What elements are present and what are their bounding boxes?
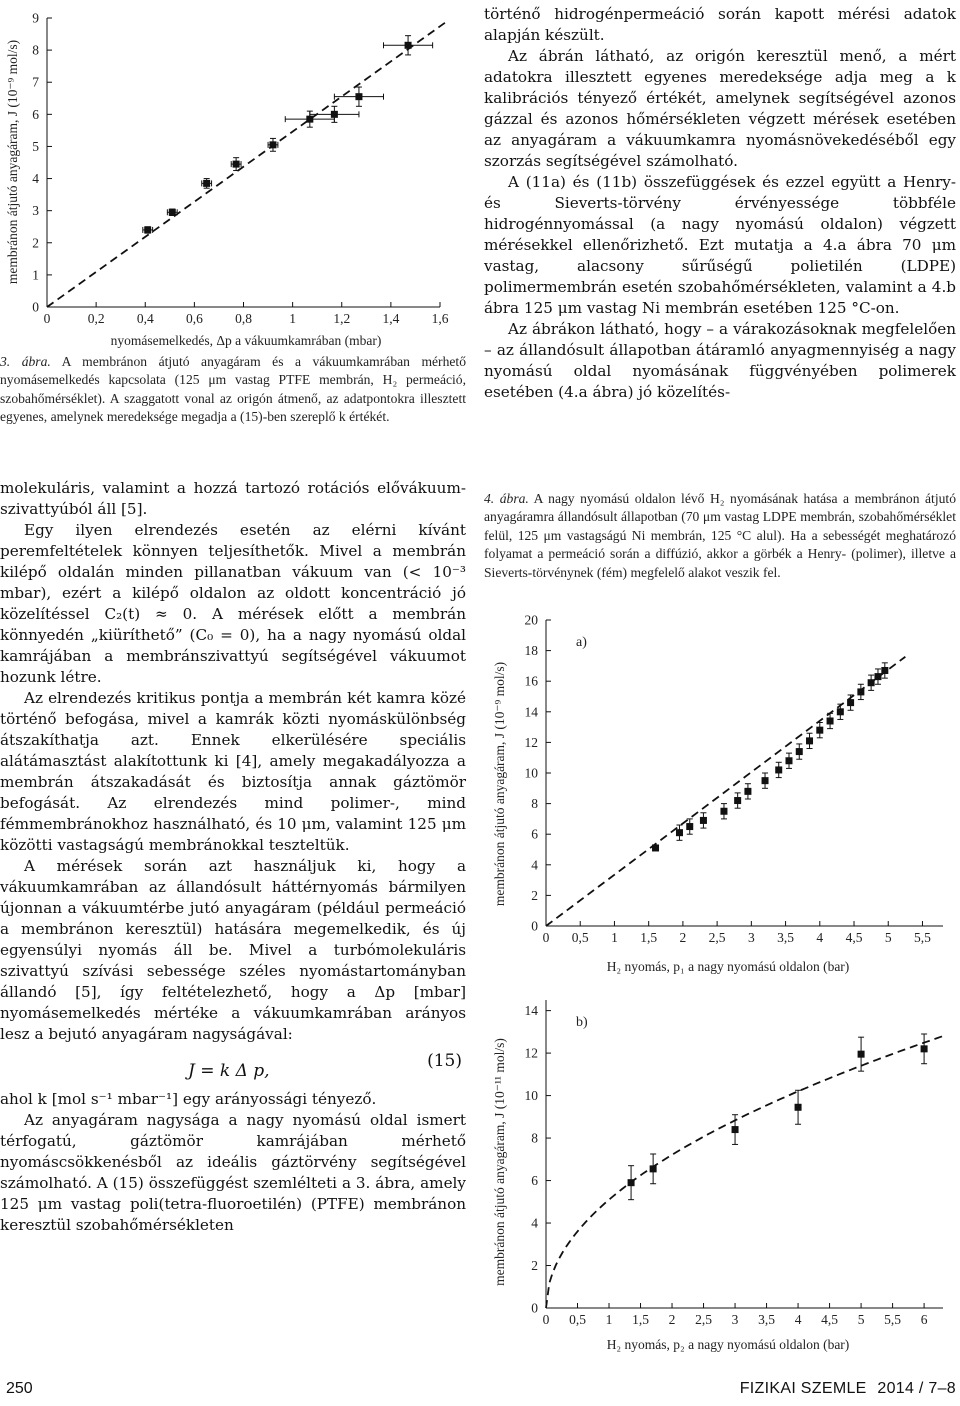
fig4a-y-tick-label: 4 bbox=[531, 857, 538, 873]
fig4a-y-tick-label: 18 bbox=[524, 643, 538, 659]
left-paragraph-1: molekuláris, valamint a hozzá tartozó rotációs elővákuum-szivattyúból áll [5]. bbox=[0, 479, 466, 518]
fig4b-y-tick-label: 12 bbox=[524, 1045, 538, 1061]
fig4a-data-point bbox=[847, 699, 854, 706]
fig3-y-tick-label: 5 bbox=[32, 138, 39, 154]
fig4a-y-tick-label: 8 bbox=[531, 796, 538, 812]
fig3-x-tick-label: 1,2 bbox=[333, 311, 351, 326]
fig4b-y-tick-label: 10 bbox=[524, 1088, 538, 1104]
fig4a-data-point bbox=[720, 808, 727, 815]
fig4a-data-point bbox=[734, 797, 741, 804]
fig3-data-point bbox=[169, 209, 176, 216]
fig4a-y-tick-label: 14 bbox=[524, 704, 538, 720]
fig4a-y-tick-label: 10 bbox=[524, 765, 538, 781]
fig3-data-point bbox=[233, 161, 240, 168]
fig3-data-point bbox=[144, 226, 151, 233]
fig4b-x-tick-label: 2,5 bbox=[695, 1312, 712, 1327]
right-paragraph-4: Az ábrákon látható, hogy – a várakozásoknak megfelelően – az állandósult állapotban átáramló anyagmennyiség a nagy nyomású oldal nyomásának függvényében polimerek esetében (4.a ábra) jó közelítés- bbox=[484, 320, 956, 401]
figure-3-chart bbox=[0, 0, 470, 352]
fig4a-data-point bbox=[686, 823, 693, 830]
fig4a-data-point bbox=[676, 829, 683, 836]
fig3-y-tick-label: 4 bbox=[32, 171, 39, 187]
fig3-x-tick-label: 1 bbox=[289, 311, 296, 326]
fig4a-data-point bbox=[700, 817, 707, 824]
fig4b-data-point bbox=[732, 1126, 739, 1133]
fig4b-y-tick-label: 14 bbox=[524, 1003, 538, 1019]
page-footer bbox=[0, 1380, 960, 1404]
fig3-y-tick-label: 0 bbox=[32, 299, 39, 315]
fig3-y-tick-label: 3 bbox=[32, 203, 39, 219]
fig4a-x-tick-label: 4,5 bbox=[845, 930, 863, 945]
fig4a-y-tick-label: 2 bbox=[531, 887, 538, 903]
fig3-caption-text: A membránon átjutó anyagáram és a vákuumkamrában mérhető nyomásemelkedés kapcsolata (125 μm vastag PTFE membrán, H₂ permeáció, szobahőmérséklet). A szaggatott vonal az origón átmenő, az adatpontokra illesztett egyenes, amelynek meredeksége megadja a (15)-ben szereplő k értékét. bbox=[0, 354, 466, 425]
fig4a-xlabel: H₂ nyomás, p₁ a nagy nyomású oldalon (bar) bbox=[606, 959, 850, 974]
equation-15 bbox=[0, 1045, 466, 1089]
fig3-data-point bbox=[269, 141, 276, 148]
fig3-y-tick-label: 1 bbox=[32, 267, 39, 283]
right-body-text bbox=[484, 4, 956, 403]
fig4b-y-tick-label: 6 bbox=[531, 1173, 538, 1189]
fig4a-fit-line bbox=[546, 657, 905, 926]
left-paragraph-4: A mérések során azt használjuk ki, hogy a vákuumkamrában az állandósult háttérnyomás bármilyen újonnan a vákuumtérbe jutó anyagáram (például permeáció a membránon keresztül) hatására megemelkedik, és új egyensúlyi nyomás áll be. Mivel a turbómolekuláris szivattyú szívási sebessége széles nyomástartományban állandó [5], így feltételezhető, hogy a Δp [mbar] nyomásemelkedés mértéke a vákuumkamrában arányos lesz a bejutó anyagáram nagyságával: bbox=[0, 857, 466, 1043]
fig3-fit-line bbox=[47, 23, 445, 307]
fig4b-y-tick-label: 8 bbox=[531, 1130, 538, 1146]
fig4a-x-tick-label: 0,5 bbox=[571, 930, 589, 945]
left-column bbox=[0, 0, 470, 1380]
fig4b-fit-curve bbox=[546, 1036, 943, 1308]
fig4b-data-point bbox=[650, 1165, 657, 1172]
fig4b-x-tick-label: 5 bbox=[857, 1312, 865, 1327]
fig4b-x-tick-label: 1,5 bbox=[632, 1312, 649, 1327]
left-paragraph-2: Egy ilyen elrendezés esetén az elérni kívánt peremfeltételek könnyen teljesíthetők. Mivel a membrán kilépő oldalán minden pillanatban vákuum van (< 10⁻³ mbar), ezért a kilépő oldalon az oldott koncentráció jó közelítéssel C₂(t) ≈ 0. A mérések előtt a membrán könnyedén „kiüríthető” (C₀ = 0), ha a nagy nyomású oldal kamrájában a membránszivattyú segítségével vákuumot hozunk létre. bbox=[0, 521, 466, 686]
fig4a-data-point bbox=[652, 844, 659, 851]
left-paragraph-5: ahol k [mol s⁻¹ mbar⁻¹] egy arányossági tényező. bbox=[0, 1090, 377, 1108]
fig3-y-tick-label: 2 bbox=[32, 235, 39, 251]
fig3-x-tick-label: 0,2 bbox=[87, 311, 105, 326]
page-number: 250 bbox=[6, 1380, 33, 1397]
figure-4b-chart bbox=[484, 982, 960, 1358]
fig4a-x-tick-label: 5,5 bbox=[914, 930, 931, 945]
fig4a-data-point bbox=[874, 673, 881, 680]
equation-number: (15) bbox=[427, 1051, 462, 1071]
fig4b-x-tick-label: 4 bbox=[794, 1312, 802, 1327]
journal-issue: 2014 / 7–8 bbox=[877, 1380, 956, 1397]
fig4b-x-tick-label: 1 bbox=[605, 1312, 613, 1327]
fig4b-x-tick-label: 3 bbox=[731, 1312, 739, 1327]
fig3-data-point bbox=[203, 180, 210, 187]
fig4b-x-tick-label: 4,5 bbox=[821, 1312, 839, 1327]
fig3-x-tick-label: 1,4 bbox=[382, 311, 400, 326]
fig4b-x-tick-label: 5,5 bbox=[884, 1312, 902, 1327]
fig4a-y-tick-label: 6 bbox=[531, 826, 538, 842]
fig3-xlabel: nyomásemelkedés, Δp a vákuumkamrában (mbar) bbox=[110, 333, 382, 348]
fig4b-x-tick-label: 0 bbox=[542, 1312, 550, 1327]
fig3-x-tick-label: 0,8 bbox=[235, 311, 252, 326]
fig4a-x-tick-label: 1 bbox=[611, 930, 618, 945]
fig4a-data-point bbox=[785, 757, 792, 764]
fig4a-data-point bbox=[881, 667, 888, 674]
fig3-x-tick-label: 0 bbox=[43, 311, 51, 326]
fig4b-x-tick-label: 0,5 bbox=[569, 1312, 586, 1327]
fig3-ylabel: membránon átjutó anyagáram, J (10⁻⁹ mol/s) bbox=[5, 39, 20, 285]
fig4a-data-point bbox=[868, 679, 875, 686]
fig4a-x-tick-label: 2 bbox=[679, 930, 687, 945]
left-body-text bbox=[0, 478, 466, 1236]
fig4b-y-tick-label: 4 bbox=[531, 1215, 538, 1231]
fig4a-data-point bbox=[857, 688, 864, 695]
fig3-x-tick-label: 1,6 bbox=[431, 311, 449, 326]
fig4b-data-point bbox=[921, 1045, 928, 1052]
fig4b-x-tick-label: 2 bbox=[668, 1312, 676, 1327]
fig4b-ylabel: membránon átjutó anyagáram, J (10⁻¹¹ mol/s) bbox=[492, 1038, 507, 1286]
fig4a-data-point bbox=[775, 766, 782, 773]
fig3-x-tick-label: 0,4 bbox=[136, 311, 154, 326]
fig4a-data-point bbox=[827, 717, 834, 724]
fig3-caption-label: 3. ábra. bbox=[0, 354, 51, 369]
fig4a-x-tick-label: 2,5 bbox=[708, 930, 726, 945]
journal-name: FIZIKAI SZEMLE bbox=[739, 1380, 867, 1397]
fig4b-y-tick-label: 0 bbox=[531, 1300, 538, 1316]
fig4a-data-point bbox=[837, 708, 844, 715]
journal-title bbox=[740, 1380, 956, 1398]
fig4a-x-tick-label: 5 bbox=[884, 930, 892, 945]
equation-text: J = k Δ p, bbox=[188, 1061, 270, 1081]
figure-4-caption bbox=[484, 490, 956, 582]
right-paragraph-1: történő hidrogénpermeáció során kapott mérési adatok alapján készült. bbox=[484, 5, 956, 44]
fig3-y-tick-label: 9 bbox=[32, 10, 39, 26]
fig4b-x-tick-label: 6 bbox=[920, 1312, 928, 1327]
fig4a-x-tick-label: 3,5 bbox=[777, 930, 795, 945]
fig4a-y-tick-label: 0 bbox=[531, 918, 538, 934]
fig4a-y-tick-label: 12 bbox=[524, 734, 538, 750]
fig3-y-tick-label: 6 bbox=[32, 106, 39, 122]
fig3-data-point bbox=[405, 42, 412, 49]
fig4a-data-point bbox=[816, 727, 823, 734]
fig4a-y-tick-label: 16 bbox=[524, 673, 538, 689]
right-column bbox=[484, 0, 960, 1380]
left-paragraph-3: Az elrendezés kritikus pontja a membrán két kamra közé történő befogása, mivel a kamrák közti nyomáskülönbség átszakíthatja azt. Ennek elkerülésére speciális alátámasztást alakítottunk ki [4], amely megakadályozza a membrán átszakadását és biztosítja annak gáztömör befogását. Az elrendezés mind polimer-, mind fémmembránokhoz használható, és 10 μm, valamint 125 μm közötti vastagságú membránokkal teszteltük. bbox=[0, 689, 466, 854]
fig3-data-point bbox=[355, 93, 362, 100]
fig4a-panel-label: a) bbox=[576, 635, 587, 650]
fig3-y-tick-label: 7 bbox=[32, 74, 39, 90]
fig4a-x-tick-label: 4 bbox=[816, 930, 824, 945]
fig4a-data-point bbox=[744, 788, 751, 795]
fig4a-x-tick-label: 0 bbox=[542, 930, 550, 945]
figure-4a-chart bbox=[484, 604, 960, 980]
fig4a-y-tick-label: 20 bbox=[524, 612, 538, 628]
fig4b-xlabel: H₂ nyomás, p₂ a nagy nyomású oldalon (bar) bbox=[606, 1337, 850, 1352]
fig4a-x-tick-label: 1,5 bbox=[640, 930, 658, 945]
fig4a-ylabel: membránon átjutó anyagáram, J (10⁻⁹ mol/s) bbox=[492, 661, 507, 907]
fig3-x-tick-label: 0,6 bbox=[185, 311, 203, 326]
fig4a-data-point bbox=[796, 748, 803, 755]
fig4b-panel-label: b) bbox=[576, 1015, 588, 1030]
fig4a-x-tick-label: 3 bbox=[747, 930, 755, 945]
fig4b-x-tick-label: 3,5 bbox=[758, 1312, 775, 1327]
fig4-caption-text: A nagy nyomású oldalon lévő H₂ nyomásának hatása a membránon átjutó anyagáramra állandósult állapotban (70 μm vastag LDPE membrán, szobahőmérséklet felül, 125 μm vastagságú Ni membrán, 125 °C alul). Ha a sebességét meghatározó folyamat a permeáció során a diffúzió, akkor a görbék a Henry- (polimer), illetve a Sieverts-törvénynek (fém) megfelelő alakot veszik fel. bbox=[484, 491, 956, 580]
fig4a-data-point bbox=[762, 777, 769, 784]
fig4b-data-point bbox=[858, 1051, 865, 1058]
figure-3-caption bbox=[0, 353, 466, 427]
fig4b-data-point bbox=[795, 1104, 802, 1111]
right-paragraph-2: Az ábrán látható, az origón keresztül menő, a mért adatokra illesztett egyenes meredeksége adja meg a k kalibrációs tényező értékét, amelynek segítségével azonos gázzal és azonos hőmérsékleten végzett mérések esetében az anyagáram a vákuumkamra nyomásnövekedéséből egy szorzás segítségével számolható. bbox=[484, 47, 956, 170]
fig4b-y-tick-label: 2 bbox=[531, 1258, 538, 1274]
fig4b-data-point bbox=[628, 1179, 635, 1186]
right-paragraph-3: A (11a) és (11b) összefüggések és ezzel együtt a Henry- és Sieverts-törvény érvényessége többféle hidrogénnyomással (a nagy nyomású oldalon) végzett mérésekkel ellenőrizhető. Ezt mutatja a 4.a ábra 70 μm vastag, alacsony sűrűségű polietilén (LDPE) polimermembrán esetén szobahőmérsékleten, valamint a 4.b ábra 125 μm vastag Ni membrán esetében 125 °C-on. bbox=[484, 173, 956, 317]
left-paragraph-6: Az anyagáram nagysága a nagy nyomású oldal ismert térfogatú, gáztömör kamrájában mérhető nyomáscsökkenésből az ideális gáztörvény segítségével számolható. A (15) összefüggést szemlélteti a 3. ábra, amely 125 μm vastag poli(tetra-fluoroetilén) (PTFE) membránon keresztül szobahőmérsékleten bbox=[0, 1111, 466, 1234]
fig3-data-point bbox=[331, 111, 338, 118]
fig4a-data-point bbox=[806, 737, 813, 744]
fig4-caption-label: 4. ábra. bbox=[484, 491, 529, 506]
fig3-y-tick-label: 8 bbox=[32, 42, 39, 58]
